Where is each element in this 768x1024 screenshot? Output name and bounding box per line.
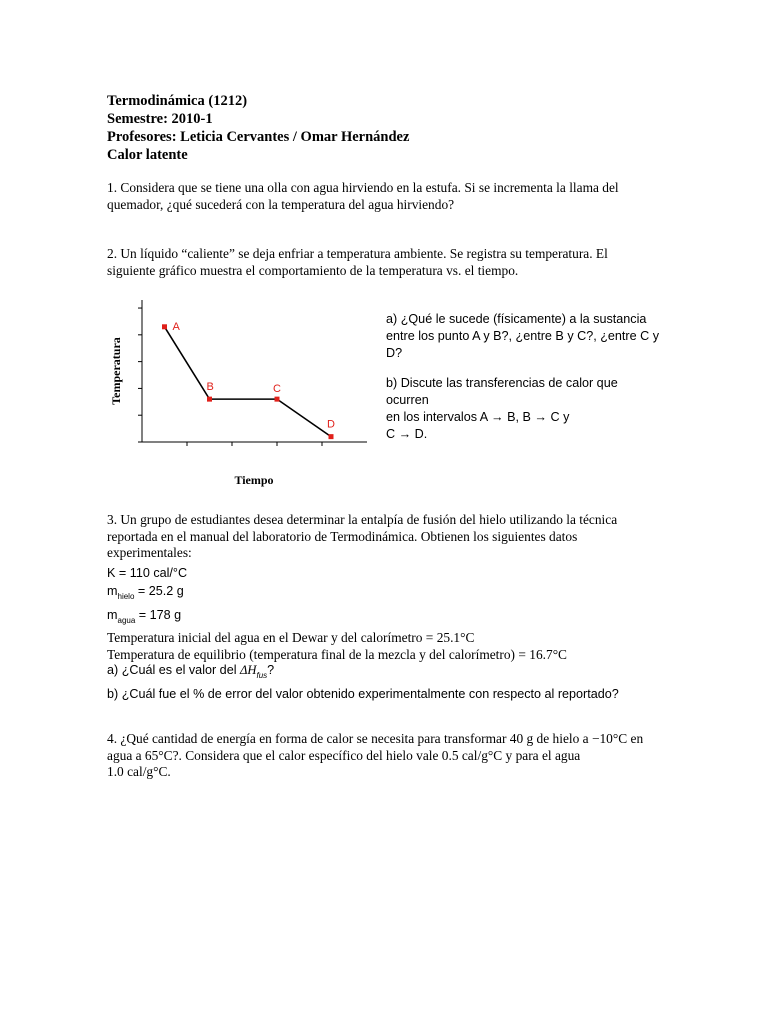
water-mass (107, 606, 667, 630)
x-axis-label: Tiempo (234, 473, 274, 487)
course-title: Termodinámica (1212) (107, 93, 248, 109)
document-header (107, 92, 667, 164)
fus-subscript: fus (256, 671, 268, 680)
question-3a (107, 661, 667, 685)
question-4-line: agua a 65°C?. Considera que el calor específico del hielo vale 0.5 cal/g°C y para el agua (107, 747, 581, 763)
experimental-data (107, 564, 667, 663)
equilibrium-temperature: Temperatura de equilibrio (temperatura final de la mezcla y del calorímetro) = 16.7°C (107, 646, 567, 662)
question-3-line: reportada en el manual del laboratorio de Termodinámica. Obtienen los siguientes datos (107, 528, 578, 544)
delta-h-symbol: ΔH (240, 663, 257, 677)
semester: Semestre: 2010-1 (107, 111, 213, 127)
question-2b-line: b) Discute las transferencias de calor que ocurren (386, 376, 618, 408)
mass-symbol: m (107, 608, 118, 622)
question-2-subquestions (386, 311, 661, 457)
question-2a-line: entre los punto A y B?, ¿entre B y C?, ¿entre C y (386, 328, 659, 343)
question-1-line: quemador, ¿qué sucederá con la temperatura del agua hirviendo? (107, 196, 455, 212)
temperature-series-line (165, 327, 332, 437)
temperature-time-chart (100, 290, 380, 500)
constant-k: K = 110 cal/°C (107, 566, 188, 580)
data-label-c: C (273, 383, 281, 396)
ice-mass (107, 582, 667, 606)
question-3a-text: a) ¿Cuál es el valor del (107, 663, 240, 677)
question-3 (107, 512, 660, 562)
initial-temperature: Temperatura inicial del agua en el Dewar y del calorímetro = 25.1°C (107, 630, 475, 645)
data-label-a: A (172, 320, 180, 333)
ice-subscript: hielo (117, 592, 135, 601)
ice-mass-value: = 25.2 g (134, 584, 184, 598)
water-subscript: agua (117, 616, 136, 625)
data-point-b (207, 397, 212, 402)
question-2a (386, 311, 661, 361)
mass-symbol: m (107, 584, 118, 598)
question-4-line: 1.0 cal/g°C. (107, 764, 171, 779)
question-2-line: 2. Un líquido “caliente” se deja enfriar a temperatura ambiente. Se registra su temperatura. El (107, 246, 608, 261)
question-2b (386, 375, 661, 442)
question-2 (107, 246, 660, 279)
question-1 (107, 180, 660, 213)
question-3a-suffix: ? (267, 663, 275, 677)
water-mass-value: = 178 g (135, 608, 182, 622)
question-2a-line: D? (386, 345, 403, 360)
question-3-line: 3. Un grupo de estudiantes desea determinar la entalpía de fusión del hielo utilizando la técnica (107, 512, 618, 527)
data-point-d (329, 434, 334, 439)
data-label-d: D (327, 418, 335, 431)
question-3b: b) ¿Cuál fue el % de error del valor obtenido experimentalmente con respecto al reportado? (107, 687, 619, 701)
question-2-line: siguiente gráfico muestra el comportamiento de la temperatura vs. el tiempo. (107, 262, 519, 278)
question-4-line: 4. ¿Qué cantidad de energía en forma de calor se necesita para transformar 40 g de hielo a −10°C en (107, 731, 644, 746)
question-1-line: 1. Considera que se tiene una olla con agua hirviendo en la estufa. Si se incrementa la llama del (107, 180, 619, 195)
question-2b-line: en los intervalos A → B, B → C y (386, 409, 570, 424)
question-3-line: experimentales: (107, 545, 192, 560)
data-point-a (162, 324, 167, 329)
question-2a-line: a) ¿Qué le sucede (físicamente) a la sustancia (386, 312, 647, 326)
topic-title: Calor latente (107, 147, 188, 163)
question-2b-line: C → D. (386, 426, 428, 441)
question-4 (107, 731, 660, 781)
data-label-b: B (206, 381, 214, 394)
y-axis-label: Temperatura (109, 337, 123, 405)
data-point-c (275, 397, 280, 402)
professors: Profesores: Leticia Cervantes / Omar Hernández (107, 129, 410, 145)
question-3-subquestions (107, 661, 667, 703)
